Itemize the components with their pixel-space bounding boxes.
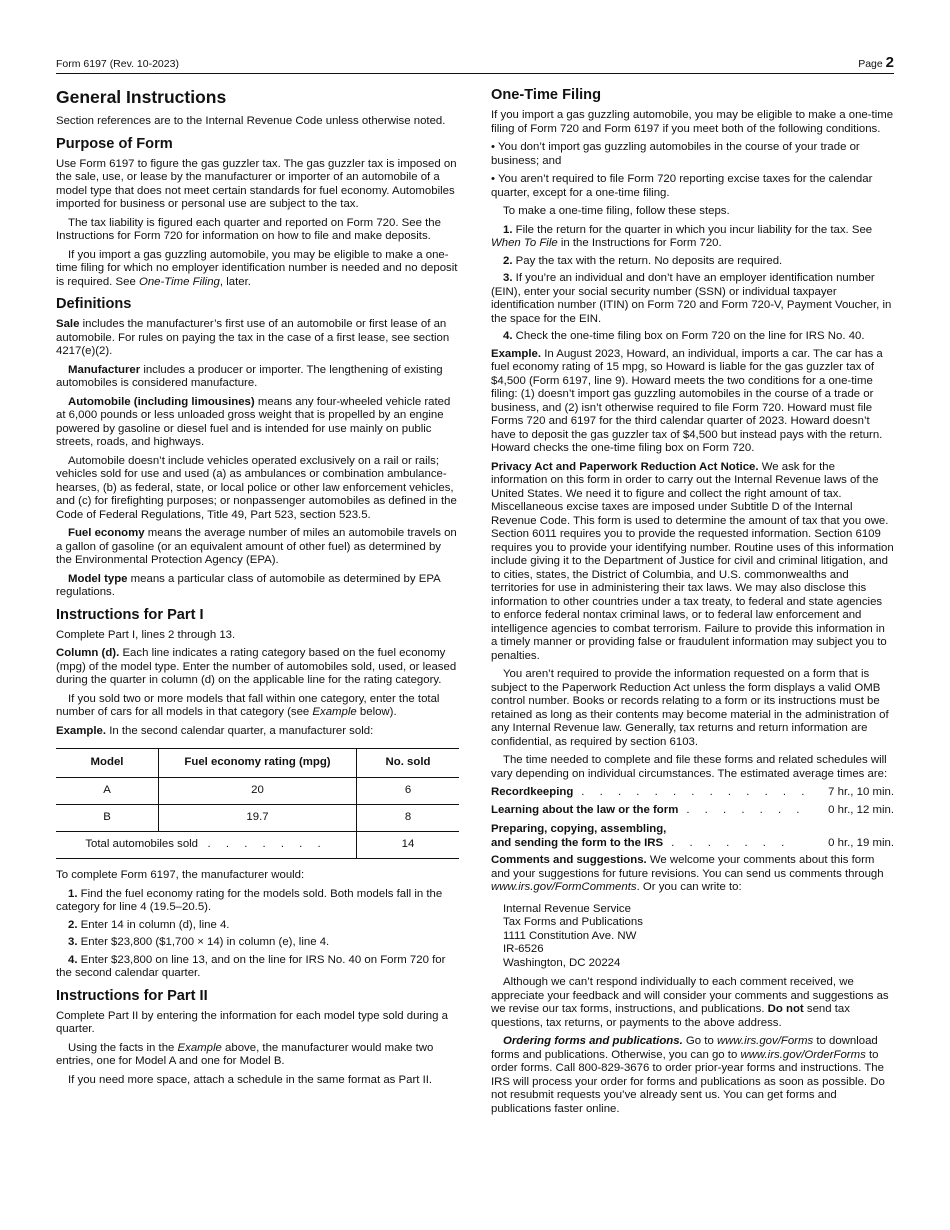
list-item bbox=[56, 919, 459, 933]
part2-paragraph-1: Complete Part II by entering the information for each model type sold during a quarter. bbox=[56, 1009, 448, 1035]
comments-paragraph bbox=[491, 854, 894, 895]
purpose-paragraph-2: The tax liability is figured each quarter and reported on Form 720. See the Instructions for Form 720 for information on how to file and make deposits. bbox=[56, 216, 441, 242]
forms-link[interactable]: www.irs.gov/Forms bbox=[716, 1035, 814, 1047]
table-row bbox=[56, 805, 459, 832]
step-text: File the return for the quarter in which you incur liability for the tax. See bbox=[512, 223, 873, 236]
part1-example-text: In the second calendar quarter, a manufacturer sold: bbox=[106, 724, 374, 737]
page-number-label bbox=[858, 54, 894, 71]
ordering-text-2: to download forms and publications. Otherwise, you can go to bbox=[491, 1035, 878, 1061]
step-text: Enter $23,800 ($1,700 × 14) in column (e), line 4. bbox=[77, 936, 330, 948]
address-line: Tax Forms and Publications bbox=[503, 916, 643, 928]
part1-two-models-end: below). bbox=[356, 706, 397, 718]
list-item bbox=[56, 888, 459, 915]
definition-model-type bbox=[56, 573, 459, 600]
one-time-paragraph: If you import a gas guzzling automobile, you may be eligible to make a one-time filing of Form 720 and Form 6197 if you meet both of the following conditions. bbox=[491, 109, 894, 135]
purpose-paragraph-1: Use Form 6197 to figure the gas guzzler tax. The gas guzzler tax is imposed on the sale, use, or lease by the manufacturer or importer of an automobile of a model type that does not meet certain standards for fuel economy. Automobiles imported for business or personal use are subject to the tax. bbox=[56, 157, 457, 210]
definition-model-type-text: means a particular class of automobile as determined by EPA regulations. bbox=[56, 572, 441, 598]
table-cell: 8 bbox=[357, 805, 460, 832]
when-to-file-reference: When To File bbox=[491, 237, 558, 249]
purpose-paragraph-3 bbox=[56, 249, 459, 290]
time-row-recordkeeping bbox=[491, 786, 894, 800]
definition-sale-text: includes the manufacturer’s first use of an automobile or first lease of an automobile. For rules on paying the tax in the case of a first lease, see section 4217(e)(2). bbox=[56, 318, 450, 357]
respond-text-end: send tax questions, tax returns, or payments to the above address. bbox=[491, 1003, 850, 1029]
page-label: Page bbox=[858, 58, 883, 70]
term-sale: Sale bbox=[56, 318, 80, 330]
one-time-steps-intro: To make a one-time filing, follow these steps. bbox=[503, 205, 730, 217]
howard-example-text: In August 2023, Howard, an individual, imports a car. The car has a fuel economy rating of 15 mpg, so Howard is liable for the gas guzzler tax of $4,500 (Form 6197, line 9). Howard meets the two conditions for a one-time filing: (1) doesn’t import gas guzzling automobiles in the course of a trade or business, and (2) isn’t otherwise required to file Form 720. Howard must file Forms 720 and 6197 for the third calendar quarter of 2023. Howard doesn’t have to deposit the gas guzzler tax of $4,500 but instead pays with the return. Howard checks the one-time filing box on Form 720. bbox=[491, 347, 883, 454]
table-row bbox=[56, 778, 459, 805]
list-item bbox=[491, 272, 894, 326]
privacy-paragraph-3: The time needed to complete and file these forms and related schedules will vary depending on individual circumstances. The estimated average times are: bbox=[491, 754, 888, 780]
term-column-d: Column (d). bbox=[56, 647, 120, 659]
step-number: 1. bbox=[68, 887, 78, 900]
definition-automobile-exclusions: Automobile doesn’t include vehicles operated exclusively on a rail or rails; vehicles sold for use and used (a) as ambulances or combination ambulance-hearses, (b) as federal, state, or local police or other law enforcement vehicles, and (c) for firefighting purposes; or nonpassenger automobiles as defined in the Code of Federal Regulations, Title 49, Part 523, section 523.5. bbox=[56, 454, 457, 521]
general-instructions-heading: General Instructions bbox=[56, 87, 227, 107]
definition-automobile bbox=[56, 396, 459, 450]
term-example: Example. bbox=[491, 347, 542, 360]
part2-paragraph-3: If you need more space, attach a schedule in the same format as Part II. bbox=[68, 1073, 433, 1086]
part2-heading: Instructions for Part II bbox=[56, 987, 208, 1004]
ordering-paragraph bbox=[491, 1035, 894, 1116]
ordering-text-3: to order forms. Call 800-829-3676 to order prior-year forms and instructions. The IRS will process your order for forms and publications as soon as possible. Do not resubmit requests you’ve already sent us. You can get forms and publications faster online. bbox=[491, 1048, 885, 1115]
time-value: 0 hr., 19 min. bbox=[828, 836, 894, 849]
table-cell: 6 bbox=[357, 778, 460, 805]
step-number: 3. bbox=[68, 936, 78, 948]
step-text: Check the one-time filing box on Form 720 on the line for IRS No. 40. bbox=[512, 330, 865, 342]
respond-paragraph bbox=[491, 976, 894, 1030]
table-total-row bbox=[56, 832, 459, 859]
term-manufacturer: Manufacturer bbox=[68, 363, 141, 376]
respond-text: Although we can’t respond individually to each comment received, we appreciate your feedback and will consider your comments and suggestions as we revise our tax forms, instructions, and publications. bbox=[491, 976, 889, 1015]
step-number: 2. bbox=[503, 254, 513, 267]
column-header-model: Model bbox=[56, 749, 159, 778]
step-text: Enter $23,800 on line 13, and on the line for IRS No. 40 on Form 720 for the second calendar quarter. bbox=[56, 953, 446, 979]
one-time-filing-heading: One-Time Filing bbox=[491, 87, 602, 103]
term-ordering: Ordering forms and publications. bbox=[503, 1035, 683, 1047]
step-text: Pay the tax with the return. No deposits are required. bbox=[512, 254, 783, 267]
left-column bbox=[56, 82, 459, 1092]
address-line: Washington, DC 20224 bbox=[503, 956, 621, 969]
definition-automobile-text: means any four-wheeled vehicle rated at 6,000 pounds or less unloaded gross weight that is propelled by an engine powered by gasoline or diesel fuel and is intended for use mainly on public streets, roads, and highways. bbox=[56, 395, 451, 448]
purpose-p3-end: , later. bbox=[219, 275, 251, 288]
part1-column-d bbox=[56, 647, 459, 688]
page-number: 2 bbox=[885, 54, 894, 71]
table-total-value: 14 bbox=[357, 832, 460, 859]
column-header-no-sold: No. sold bbox=[357, 749, 460, 778]
list-item bbox=[56, 954, 459, 981]
term-automobile: Automobile (including limousines) bbox=[68, 395, 255, 408]
column-header-fuel-economy: Fuel economy rating (mpg) bbox=[159, 749, 357, 778]
term-privacy: Privacy Act and Paperwork Reduction Act Notice. bbox=[491, 460, 759, 473]
part1-two-models-text: If you sold two or more models that fall within one category, enter the total number of cars for all models in that category (see bbox=[56, 692, 440, 718]
form-comments-link[interactable]: www.irs.gov/FormComments bbox=[491, 881, 637, 893]
term-comments: Comments and suggestions. bbox=[491, 854, 647, 866]
form-id: Form 6197 (Rev. 10-2023) bbox=[56, 58, 179, 70]
table-cell: A bbox=[56, 778, 159, 805]
part1-intro: Complete Part I, lines 2 through 13. bbox=[56, 628, 236, 641]
part1-two-models bbox=[56, 693, 459, 720]
list-item bbox=[491, 224, 894, 251]
condition-bullet-1: • You don’t import gas guzzling automobiles in the course of your trade or business; and bbox=[491, 141, 860, 167]
time-row-learning bbox=[491, 804, 894, 818]
step-text: Find the fuel economy rating for the models sold. Both models fall in the category for line 4 (19.5–20.5). bbox=[56, 887, 443, 913]
step-text-end: in the Instructions for Form 720. bbox=[557, 237, 722, 249]
privacy-text: We ask for the information on this form in order to carry out the Internal Revenue laws of the United States. We need it to figure and collect the right amount of tax. Miscellaneous excise taxes are imposed under Subtitle D of the Internal Revenue Code. This form is used to determine the amount of tax that you owe. Section 6011 requires you to provide the requested information. Section 6109 requires you to provide your identifying number. Routine uses of this information include giving it to the Department of Justice for civil and criminal litigation, and to cities, states, the District of Columbia, and U.S. commonwealths and territories for use in administering their tax laws. We may also disclose this information to other countries under a tax treaty, to federal and state agencies to enforce federal nontax criminal laws, or to federal law enforcement and intelligence agencies to combat terrorism. Failure to provide this information in a timely manner or providing false or fraudulent information may subject you to penalties. bbox=[491, 460, 894, 662]
example-reference: Example bbox=[312, 706, 357, 718]
example-table bbox=[56, 748, 459, 859]
definitions-heading: Definitions bbox=[56, 296, 132, 312]
definition-fuel-economy bbox=[56, 527, 459, 568]
step-text: If you’re an individual and don’t have an employer identification number (EIN), enter your social security number (SSN) or individual taxpayer identification number (ITIN) on Form 720 and Form 720-V, Payment Voucher, in the space for the EIN. bbox=[491, 272, 892, 325]
condition-bullet-2: • You aren’t required to file Form 720 reporting excise taxes for the calendar quarter, except for a one-time filing. bbox=[491, 173, 873, 199]
time-value: 7 hr., 10 min. bbox=[828, 786, 894, 798]
time-label-preparing: Preparing, copying, assembling, bbox=[491, 823, 667, 835]
total-leader-dots: . . . . . . . bbox=[207, 838, 327, 851]
step-number: 4. bbox=[68, 953, 78, 966]
list-item bbox=[491, 255, 894, 269]
part1-heading: Instructions for Part I bbox=[56, 606, 204, 623]
definition-manufacturer bbox=[56, 364, 459, 391]
part2-paragraph-2 bbox=[56, 1042, 459, 1069]
address-line: 1111 Constitution Ave. NW bbox=[503, 929, 637, 942]
time-leader-dots: . . . . . . . bbox=[686, 803, 806, 816]
comments-text: We welcome your comments about this form and your suggestions for future revisions. You can send us comments through bbox=[491, 854, 884, 880]
one-time-filing-reference: One-Time Filing bbox=[138, 275, 220, 288]
address-line: IR-6526 bbox=[503, 943, 544, 955]
step-number: 3. bbox=[503, 272, 513, 284]
part2-p2-end: above, the manufacturer would make two entries, one for Model A and one for Model B. bbox=[56, 1041, 434, 1067]
privacy-notice bbox=[491, 461, 894, 664]
step-text: Enter 14 in column (d), line 4. bbox=[77, 918, 230, 931]
table-total-label-cell bbox=[56, 832, 357, 859]
time-label: Recordkeeping bbox=[491, 786, 574, 798]
time-value: 0 hr., 12 min. bbox=[828, 803, 894, 816]
definition-fuel-economy-text: means the average number of miles an automobile travels on a gallon of gasoline (or an equivalent amount of other fuel) as determined by the Environmental Protection Agency (EPA). bbox=[56, 527, 457, 566]
step-number: 1. bbox=[503, 223, 513, 236]
table-header-row bbox=[56, 749, 459, 778]
definition-manufacturer-text: includes a producer or importer. The lengthening of existing automobiles is considered manufacture. bbox=[56, 363, 443, 389]
purpose-p3-text: If you import a gas guzzling automobile, you may be eligible to make a one-time filing for which no employer identification number is needed and no deposit is required. See bbox=[56, 248, 458, 288]
step-number: 4. bbox=[503, 330, 513, 342]
time-label: Learning about the law or the form bbox=[491, 803, 679, 816]
comments-text-end: . Or you can write to: bbox=[636, 881, 742, 893]
list-item bbox=[56, 936, 459, 950]
table-cell: 19.7 bbox=[159, 805, 357, 832]
address-line: Internal Revenue Service bbox=[503, 902, 631, 915]
time-leader-dots: . . . . . . . bbox=[671, 836, 791, 849]
ordering-text: Go to bbox=[682, 1035, 717, 1047]
howard-example bbox=[491, 348, 894, 456]
right-column bbox=[491, 82, 894, 1121]
do-not-emphasis: Do not bbox=[767, 1003, 804, 1015]
list-item bbox=[491, 330, 894, 344]
complete-intro: To complete Form 6197, the manufacturer would: bbox=[56, 869, 305, 881]
part2-p2-text: Using the facts in the bbox=[68, 1041, 178, 1054]
time-label: and sending the form to the IRS bbox=[491, 836, 664, 849]
term-fuel-economy: Fuel economy bbox=[68, 527, 145, 539]
table-cell: 20 bbox=[159, 778, 357, 805]
time-leader-dots: . . . . . . . . . . . . . bbox=[581, 786, 811, 798]
term-model-type: Model type bbox=[68, 572, 128, 585]
mailing-address bbox=[491, 903, 894, 971]
header-rule bbox=[56, 73, 894, 74]
privacy-paragraph-2: You aren’t required to provide the information requested on a form that is subject to the Paperwork Reduction Act unless the form displays a valid OMB control number. Books or records relating to a form or its instructions must be retained as long as their contents may become material in the administration of any Internal Revenue law. Generally, tax returns and return information are confidential, as required by section 6103. bbox=[491, 668, 889, 748]
term-example: Example. bbox=[56, 724, 107, 737]
total-label: Total automobiles sold bbox=[85, 838, 199, 851]
time-row-preparing bbox=[491, 837, 894, 851]
table-cell: B bbox=[56, 805, 159, 832]
definition-sale bbox=[56, 318, 459, 359]
step-number: 2. bbox=[68, 918, 78, 931]
example-reference: Example bbox=[177, 1041, 222, 1054]
general-intro: Section references are to the Internal Revenue Code unless otherwise noted. bbox=[56, 115, 446, 127]
purpose-heading: Purpose of Form bbox=[56, 135, 173, 152]
part1-column-d-text: Each line indicates a rating category based on the fuel economy (mpg) of the model type. Enter the number of automobiles sold, used, or leased during the quarter in column (d) on the applicable line for the rating category. bbox=[56, 647, 457, 686]
order-forms-link[interactable]: www.irs.gov/OrderForms bbox=[740, 1048, 866, 1061]
part1-example bbox=[56, 725, 459, 739]
